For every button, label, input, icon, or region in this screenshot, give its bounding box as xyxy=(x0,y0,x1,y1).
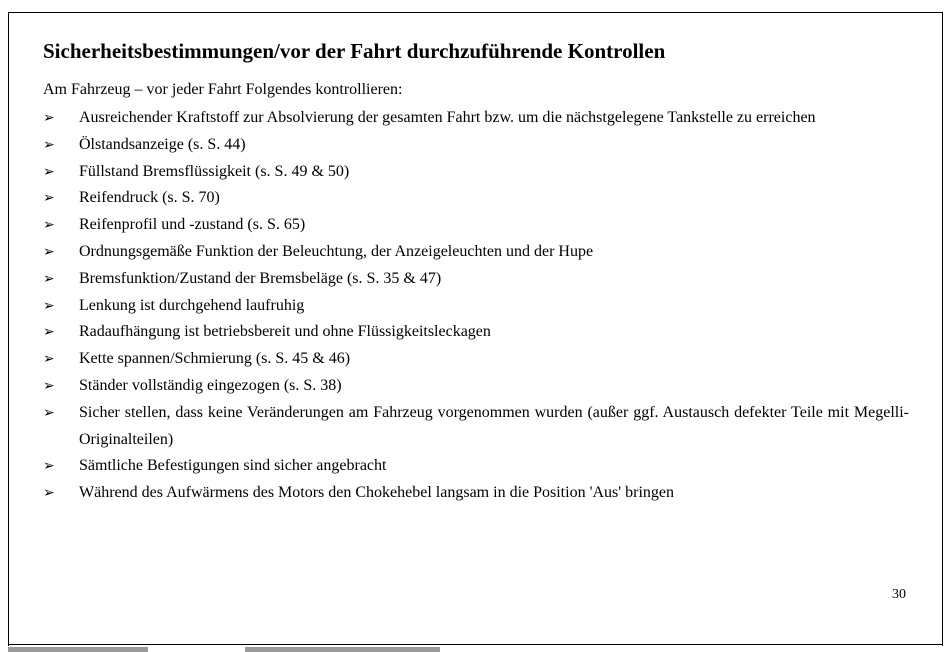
checklist-item-text: Ölstandsanzeige (s. S. 44) xyxy=(79,135,246,153)
arrow-bullet-icon: ➢ xyxy=(43,136,55,153)
arrow-bullet-icon: ➢ xyxy=(43,110,55,126)
checklist-item xyxy=(43,239,909,266)
checklist-item-text: Während des Aufwärmens des Motors den Chokehebel langsam in die Position 'Aus' bringen xyxy=(79,484,674,502)
checklist-item-text: Sämtliche Befestigungen sind sicher angebracht xyxy=(79,457,387,475)
checklist-item-text: Reifenprofil und -zustand (s. S. 65) xyxy=(79,216,306,234)
intro-text: Am Fahrzeug – vor jeder Fahrt Folgendes kontrollieren: xyxy=(43,81,403,98)
checklist-item xyxy=(43,346,909,373)
arrow-bullet-icon: ➢ xyxy=(43,485,55,502)
checklist-item xyxy=(43,105,909,132)
page-number: 30 xyxy=(892,587,906,602)
checklist-item xyxy=(43,480,909,507)
arrow-bullet-icon: ➢ xyxy=(43,351,55,368)
checklist-item-text: Lenkung ist durchgehend laufruhig xyxy=(79,296,305,314)
checklist-item-text: Ordnungsgemäße Funktion der Beleuchtung, der Anzeigeleuchten und der Hupe xyxy=(79,242,594,260)
arrow-bullet-icon: ➢ xyxy=(43,404,55,421)
arrow-bullet-icon: ➢ xyxy=(43,297,55,314)
checklist-item-text: Kette spannen/Schmierung (s. S. 45 & 46) xyxy=(79,350,351,368)
checklist-item xyxy=(43,159,909,186)
checklist-item xyxy=(43,266,909,293)
checklist-item xyxy=(43,453,909,480)
arrow-bullet-icon: ➢ xyxy=(43,324,55,341)
checklist-item xyxy=(43,212,909,239)
checklist-item xyxy=(43,185,909,212)
arrow-bullet-icon: ➢ xyxy=(43,217,55,234)
checklist-item xyxy=(43,400,909,454)
arrow-bullet-icon: ➢ xyxy=(43,458,55,475)
checklist-item-text: Radaufhängung ist betriebsbereit und ohne Flüssigkeitsleckagen xyxy=(79,323,491,341)
checklist-item-text: Reifendruck (s. S. 70) xyxy=(79,189,220,207)
footer-bar-segment xyxy=(245,647,440,652)
page-bottom-border xyxy=(8,644,943,645)
arrow-bullet-icon: ➢ xyxy=(43,163,55,180)
arrow-bullet-icon: ➢ xyxy=(43,190,55,207)
arrow-bullet-icon: ➢ xyxy=(43,377,55,394)
checklist xyxy=(43,105,909,507)
checklist-item-text: Sicher stellen, dass keine Veränderungen am Fahrzeug vorgenommen wurden (außer ggf. Austausch defekter Teile mit Megelli-Originalteilen) xyxy=(79,403,909,448)
page-title: Sicherheitsbestimmungen/vor der Fahrt durchzuführende Kontrollen xyxy=(43,39,666,63)
checklist-item xyxy=(43,132,909,159)
document-page xyxy=(8,12,943,646)
footer-bar-segment xyxy=(8,647,148,652)
arrow-bullet-icon: ➢ xyxy=(43,270,55,287)
checklist-item-text: Füllstand Bremsflüssigkeit (s. S. 49 & 50) xyxy=(79,162,350,180)
arrow-bullet-icon: ➢ xyxy=(43,243,55,260)
checklist-item-text: Ausreichender Kraftstoff zur Absolvierung der gesamten Fahrt bzw. um die nächstgelegene Tankstelle zu erreichen xyxy=(79,109,816,126)
checklist-item xyxy=(43,373,909,400)
checklist-item-text: Bremsfunktion/Zustand der Bremsbeläge (s. S. 35 & 47) xyxy=(79,269,442,287)
checklist-item xyxy=(43,293,909,320)
checklist-item-text: Ständer vollständig eingezogen (s. S. 38) xyxy=(79,376,342,394)
checklist-item xyxy=(43,319,909,346)
